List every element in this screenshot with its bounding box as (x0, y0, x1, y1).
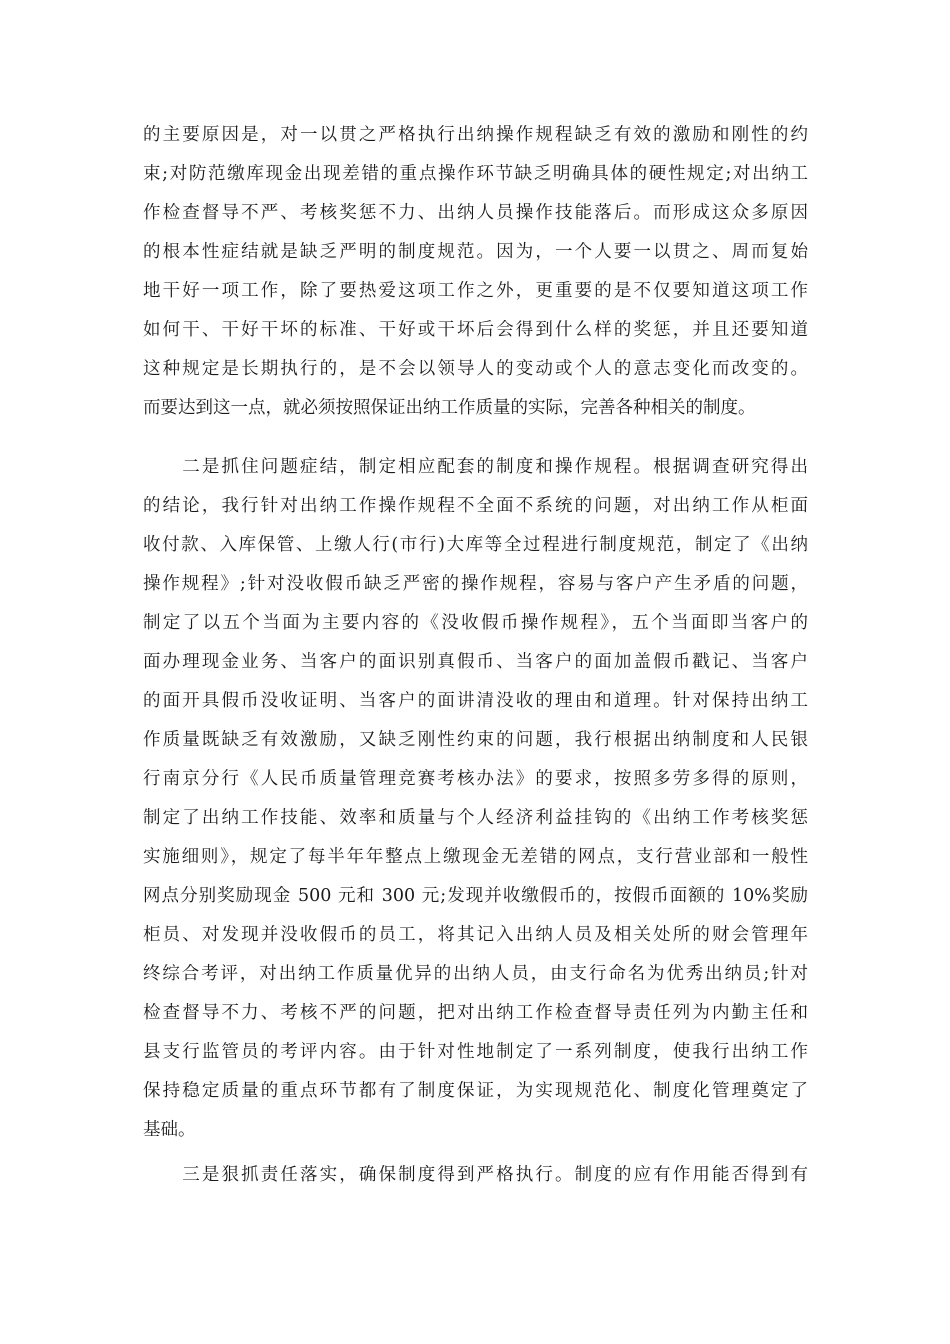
text-line: 的主要原因是，对一以贯之严格执行出纳操作规程缺乏有效的激励和刚性的约 (143, 125, 808, 145)
text-line: 作检查督导不严、考核奖惩不力、出纳人员操作技能落后。而形成这众多原因 (143, 203, 808, 223)
text-line: 二是抓住问题症结，制定相应配套的制度和操作规程。根据调查研究得出 (143, 457, 808, 477)
text-line: 柜员、对发现并没收假币的员工，将其记入出纳人员及相关处所的财会管理年 (143, 925, 808, 945)
text-line: 制定了出纳工作技能、效率和质量与个人经济利益挂钩的《出纳工作考核奖惩 (143, 808, 808, 828)
text-line: 地干好一项工作，除了要热爱这项工作之外，更重要的是不仅要知道这项工作 (143, 281, 808, 301)
text-line: 基础。 (143, 1120, 196, 1140)
text-line: 面办理现金业务、当客户的面识别真假币、当客户的面加盖假币戳记、当客户 (143, 652, 808, 672)
text-line: 束;对防范缴库现金出现差错的重点操作环节缺乏明确具体的硬性规定;对出纳工 (143, 164, 808, 184)
text-line: 保持稳定质量的重点环节都有了制度保证，为实现规范化、制度化管理奠定了 (143, 1081, 808, 1101)
paragraph-1 (143, 116, 808, 428)
text-line: 如何干、干好干坏的标准、干好或干坏后会得到什么样的奖惩，并且还要知道 (143, 320, 808, 340)
text-line: 操作规程》;针对没收假币缺乏严密的操作规程，容易与客户产生矛盾的问题， (143, 574, 808, 594)
text-line: 终综合考评，对出纳工作质量优异的出纳人员，由支行命名为优秀出纳员;针对 (143, 964, 808, 984)
text-line: 收付款、入库保管、上缴人行(市行)大库等全过程进行制度规范，制定了《出纳 (143, 535, 808, 555)
paragraph-3 (143, 1156, 808, 1195)
text-line: 制定了以五个当面为主要内容的《没收假币操作规程》，五个当面即当客户的 (143, 613, 808, 633)
text-line: 的根本性症结就是缺乏严明的制度规范。因为，一个人要一以贯之、周而复始 (143, 242, 808, 262)
text-line: 作质量既缺乏有效激励，又缺乏刚性约束的问题，我行根据出纳制度和人民银 (143, 730, 808, 750)
paragraph-2 (143, 448, 808, 1150)
text-line: 检查督导不力、考核不严的问题，把对出纳工作检查督导责任列为内勤主任和 (143, 1003, 808, 1023)
text-line: 实施细则》，规定了每半年年整点上缴现金无差错的网点，支行营业部和一般性 (143, 847, 808, 867)
text-line: 县支行监管员的考评内容。由于针对性地制定了一系列制度，使我行出纳工作 (143, 1042, 808, 1062)
text-line: 三是狠抓责任落实，确保制度得到严格执行。制度的应有作用能否得到有 (143, 1165, 808, 1185)
text-line: 的结论，我行针对出纳工作操作规程不全面不系统的问题，对出纳工作从柜面 (143, 496, 808, 516)
text-line: 行南京分行《人民币质量管理竞赛考核办法》的要求，按照多劳多得的原则， (143, 769, 808, 789)
text-line: 而要达到这一点，就必须按照保证出纳工作质量的实际，完善各种相关的制度。 (143, 398, 756, 418)
text-line: 这种规定是长期执行的，是不会以领导人的变动或个人的意志变化而改变的。 (143, 359, 808, 379)
text-line: 网点分别奖励现金 500 元和 300 元;发现并收缴假币的，按假币面额的 10%奖励 (143, 886, 808, 906)
text-line: 的面开具假币没收证明、当客户的面讲清没收的理由和道理。针对保持出纳工 (143, 691, 808, 711)
